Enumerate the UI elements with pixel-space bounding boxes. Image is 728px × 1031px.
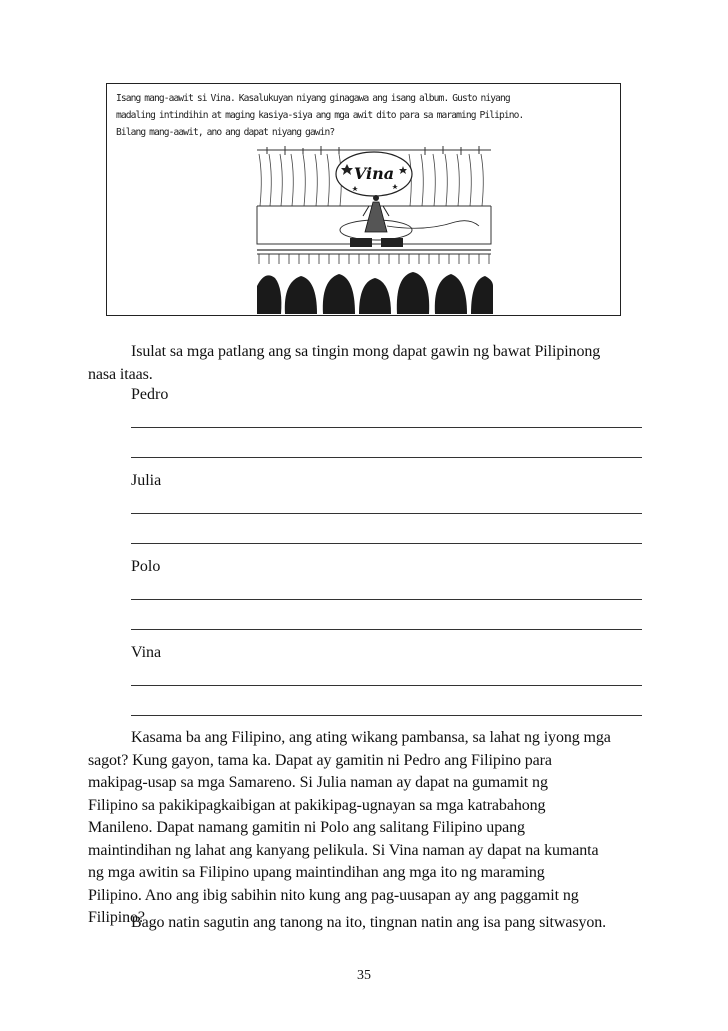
answer-line[interactable] bbox=[131, 599, 642, 600]
closing-line: maintindihan ng lahat ang kanyang pelikula. Si Vina naman ay dapat na kumanta bbox=[88, 841, 599, 859]
concert-stage-illustration bbox=[255, 146, 493, 314]
name-label-polo: Polo bbox=[131, 558, 161, 575]
closing-line: Pilipino. Ano ang ibig sabihin nito kung ang pag-uusapan ay ang paggamit ng bbox=[88, 886, 579, 904]
name-label-julia: Julia bbox=[131, 472, 162, 489]
closing-line: makipag-usap sa mga Samareno. Si Julia naman ay dapat na gumamit ng bbox=[88, 774, 548, 791]
scenario-box bbox=[106, 83, 621, 316]
name-label-pedro: Pedro bbox=[131, 386, 169, 403]
scenario-line: Isang mang-aawit si Vina. Kasalukuyan niyang ginagawa ang isang album. Gusto niyang bbox=[116, 93, 510, 104]
closing-paragraph bbox=[88, 727, 648, 930]
closing-line: ng mga awitin sa Filipino upang maintindihan ang mga ito ng maraming bbox=[88, 864, 545, 881]
answer-line[interactable] bbox=[131, 427, 642, 428]
answer-line[interactable] bbox=[131, 543, 642, 544]
answer-line[interactable] bbox=[131, 685, 642, 686]
answer-line[interactable] bbox=[131, 629, 642, 630]
name-label-vina: Vina bbox=[131, 644, 162, 661]
instruction-paragraph bbox=[88, 341, 648, 386]
closing-line: Filipino sa pakikipagkaibigan at pakikipag-ugnayan sa mga katrabahong bbox=[88, 796, 546, 814]
closing-line: Manileno. Dapat namang gamitin ni Polo ang salitang Filipino upang bbox=[88, 819, 525, 836]
answer-line[interactable] bbox=[131, 457, 642, 458]
final-line: Bago natin sagutin ang tanong na ito, tingnan natin ang isa pang sitwasyon. bbox=[131, 914, 607, 931]
stage-sign-text: Vina bbox=[353, 164, 395, 183]
instruction-line: Isulat sa mga patlang ang sa tingin mong dapat gawin ng bawat Pilipinong bbox=[131, 343, 601, 360]
closing-line: Filipino? bbox=[88, 909, 145, 926]
answer-line[interactable] bbox=[131, 715, 642, 716]
scenario-line: madaling intindihin at maging kasiya-siya ang mga awit dito para sa maraming Pilipino. bbox=[116, 110, 524, 121]
closing-line: Kasama ba ang Filipino, ang ating wikang pambansa, sa lahat ng iyong mga bbox=[131, 729, 611, 746]
page-number: 35 bbox=[357, 968, 371, 983]
answer-line[interactable] bbox=[131, 513, 642, 514]
final-paragraph bbox=[88, 912, 648, 935]
scenario-text bbox=[116, 90, 616, 141]
scenario-line: Bilang mang-aawit, ano ang dapat niyang gawin? bbox=[116, 127, 335, 138]
closing-line: sagot? Kung gayon, tama ka. Dapat ay gamitin ni Pedro ang Filipino para bbox=[88, 751, 552, 769]
instruction-line: nasa itaas. bbox=[88, 365, 153, 383]
